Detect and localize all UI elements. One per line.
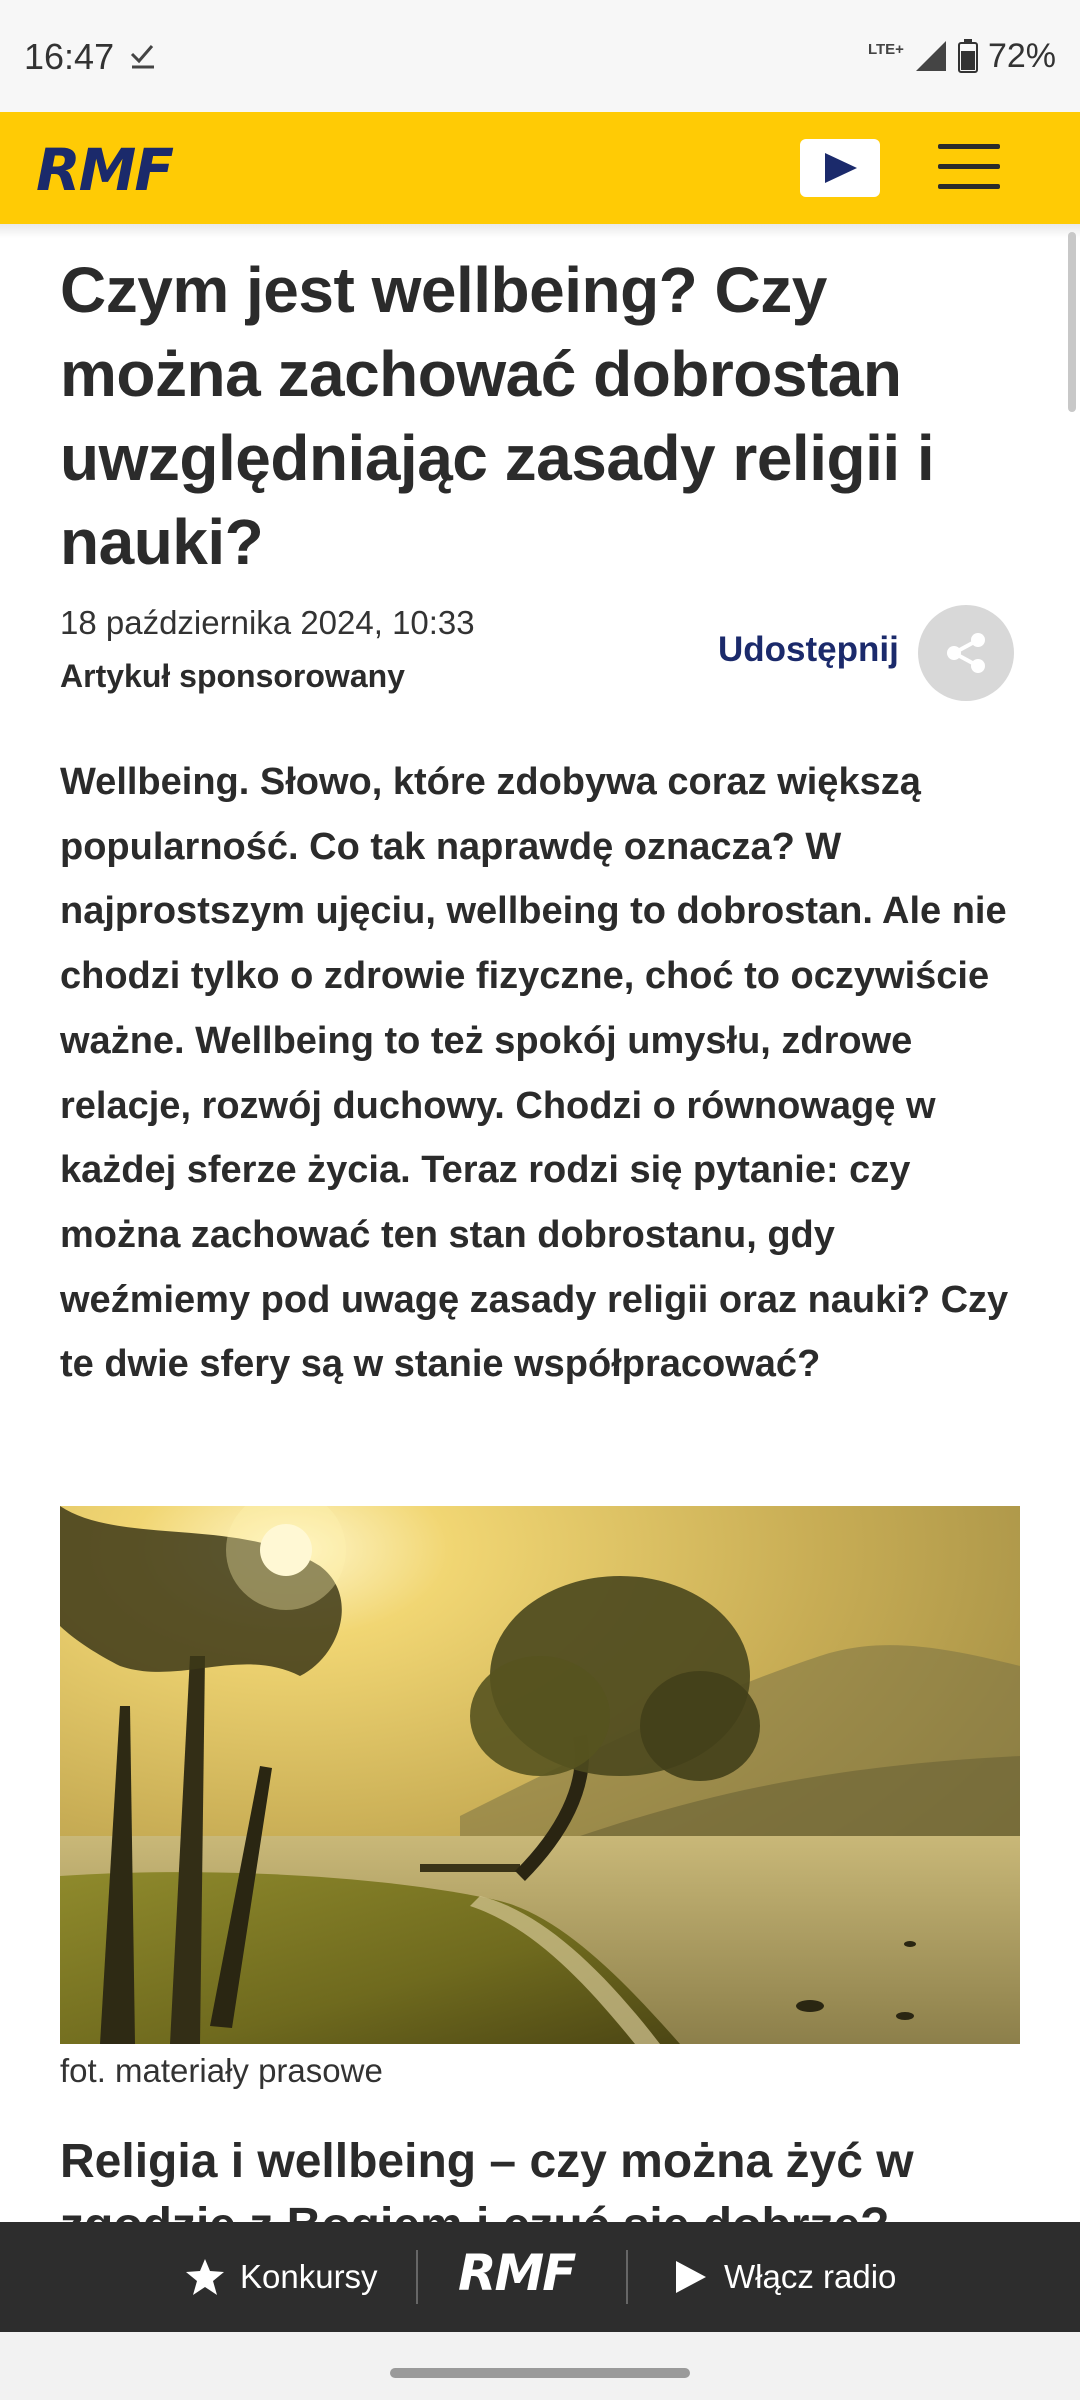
sponsored-label: Artykuł sponsorowany — [60, 658, 405, 694]
section-heading: Religia i wellbeing – czy można żyć w — [60, 2135, 914, 2188]
play-icon — [676, 2261, 706, 2293]
star-icon — [186, 2259, 224, 2295]
battery-level: 72% — [987, 36, 1056, 75]
play-radio-button[interactable] — [800, 139, 880, 197]
article-photo[interactable] — [60, 1506, 1020, 2044]
share-link[interactable]: Udostępnij — [718, 630, 899, 669]
signal-icon — [914, 39, 948, 73]
divider — [626, 2250, 628, 2304]
site-header — [0, 112, 1080, 224]
status-icons — [868, 36, 1056, 76]
bottom-bar — [0, 2222, 1080, 2332]
hamburger-menu-icon[interactable] — [938, 144, 1000, 190]
status-time: 16:47 — [24, 36, 115, 77]
share-button[interactable] — [918, 605, 1014, 701]
share-icon — [944, 631, 988, 675]
contests-button[interactable] — [186, 2222, 378, 2332]
rmf-logo[interactable]: RMF — [36, 136, 172, 204]
lake-tree-photo — [60, 1506, 1020, 2044]
battery-icon — [958, 39, 978, 73]
play-icon — [825, 153, 857, 183]
rmf-logo-footer[interactable]: RMF — [458, 2244, 575, 2302]
home-gesture-bar[interactable] — [390, 2368, 690, 2378]
photo-caption: fot. materiały prasowe — [60, 2052, 383, 2089]
download-done-icon — [128, 40, 158, 70]
network-type: LTE+ — [867, 40, 904, 58]
article-date: 18 października 2024, 10:33 — [60, 604, 475, 641]
divider — [416, 2250, 418, 2304]
article-lead: Wellbeing. Słowo, które zdobywa coraz większą popularność. Co tak naprawdę oznacza? W najprostszym ujęciu, wellbeing to dobrostan. Ale nie chodzi tylko o zdrowie fizyczne, choć to oczywiście ważne. Wellbeing to też spokój umysłu, zdrowe relacje, rozwój duchowy. Chodzi o równowagę w każdej sferze życia. Teraz rodzi się pytanie: czy można zachować ten stan dobrostanu, gdy weźmiemy pod uwagę zasady religii oraz nauki? Czy te dwie sfery są w stanie współpracować? — [60, 761, 1009, 1386]
radio-label: Włącz radio — [724, 2258, 897, 2295]
article-title: Czym jest wellbeing? Czy można zachować dobrostan uwzględniając zasady religii i nauki? — [60, 254, 935, 578]
system-nav-bar — [0, 2332, 1080, 2400]
turn-on-radio-button[interactable] — [676, 2222, 896, 2332]
page-scrollbar[interactable] — [1068, 232, 1076, 412]
contests-label: Konkursy — [240, 2258, 378, 2295]
status-bar — [0, 0, 1080, 112]
header-shadow — [0, 224, 1080, 238]
